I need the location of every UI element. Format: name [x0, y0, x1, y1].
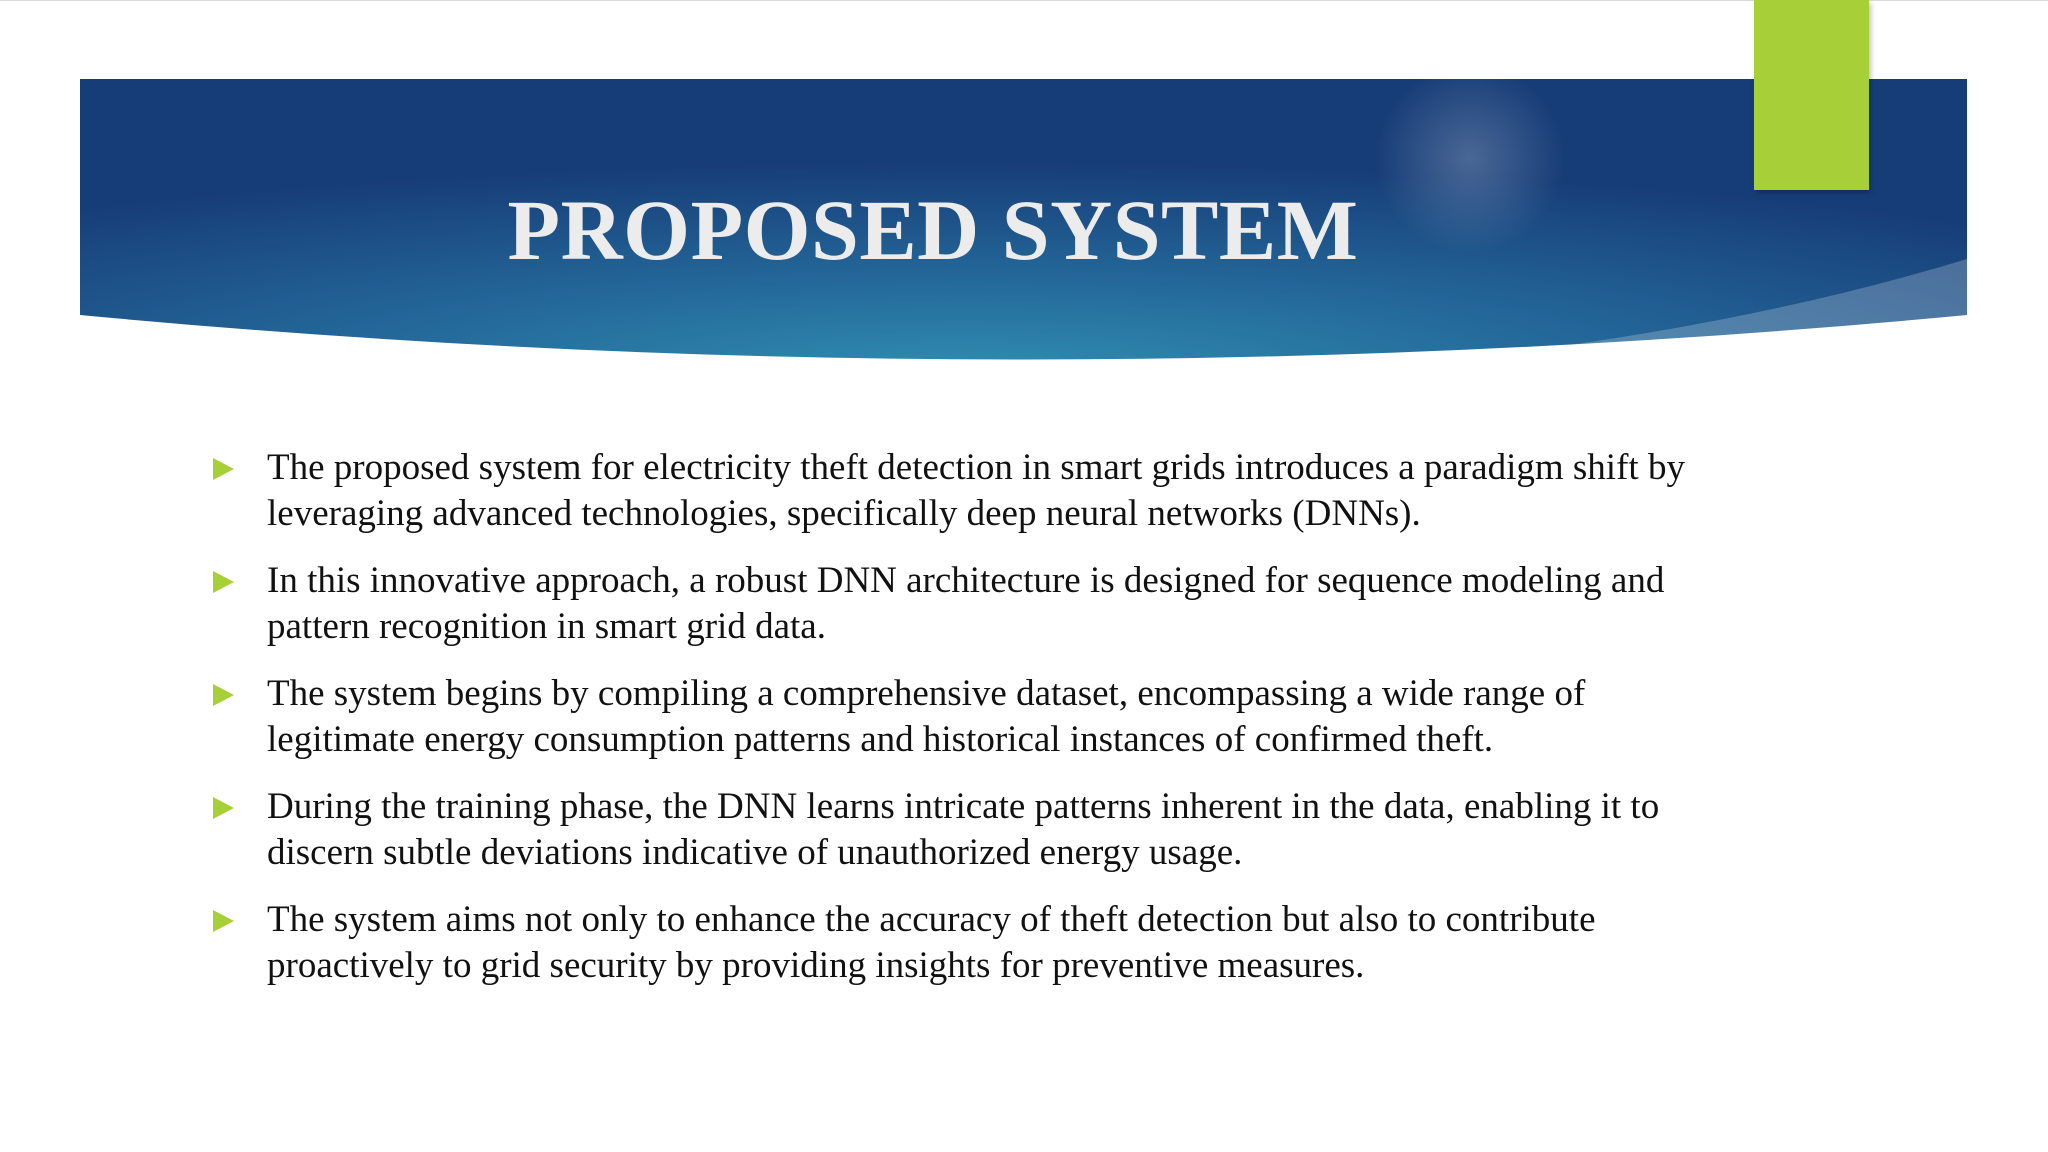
bullet-text: During the training phase, the DNN learns intricate patterns inherent in the data, enabling it to discern subtle deviations indicative of unauthorized energy usage. [267, 786, 1660, 873]
bullet-text: The system aims not only to enhance the accuracy of theft detection but also to contribute proactively to grid security by providing insights for preventive measures. [267, 899, 1596, 986]
bullet-text: The system begins by compiling a comprehensive dataset, encompassing a wide range of legitimate energy consumption patterns and historical instances of confirmed theft. [267, 673, 1586, 760]
bullet-list [210, 445, 1690, 1010]
triangle-right-icon [213, 910, 234, 932]
bullet-item [210, 897, 1690, 989]
bullet-item [210, 558, 1690, 650]
bullet-item [210, 671, 1690, 763]
triangle-right-icon [213, 458, 234, 480]
bullet-item [210, 784, 1690, 876]
slide-title: PROPOSED SYSTEM [507, 182, 1359, 278]
bullet-text: In this innovative approach, a robust DNN architecture is designed for sequence modeling and pattern recognition in smart grid data. [267, 560, 1665, 647]
triangle-right-icon [213, 571, 234, 593]
top-divider [0, 0, 2048, 1]
bullet-item [210, 445, 1690, 537]
accent-tab [1754, 0, 1869, 190]
triangle-right-icon [213, 684, 234, 706]
bullet-text: The proposed system for electricity theft detection in smart grids introduces a paradigm shift by leveraging advanced technologies, specifically deep neural networks (DNNs). [267, 447, 1685, 534]
triangle-right-icon [213, 797, 234, 819]
